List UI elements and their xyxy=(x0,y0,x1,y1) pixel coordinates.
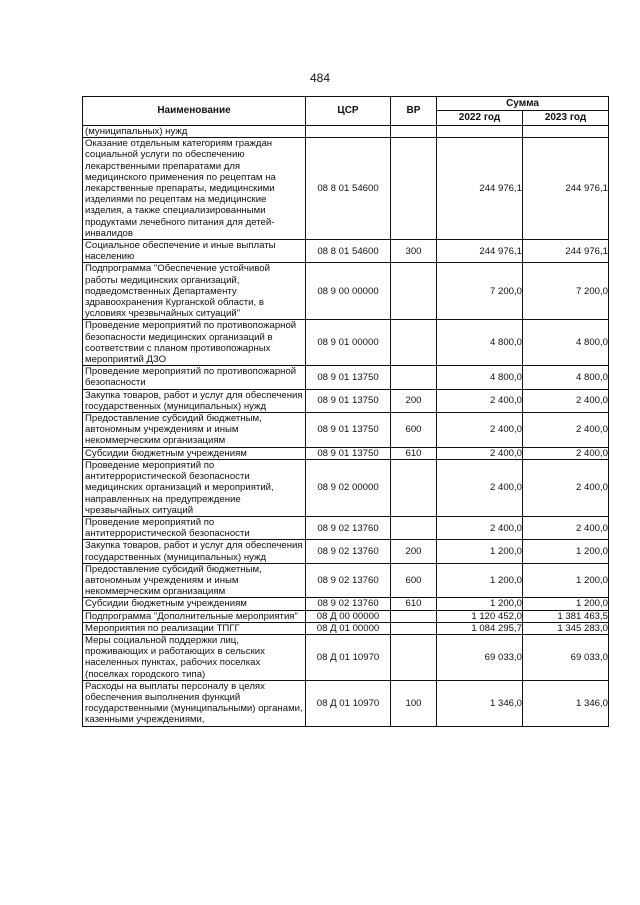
header-sum: Сумма xyxy=(437,97,609,111)
row-csr: 08 9 02 13760 xyxy=(306,598,391,610)
row-vr: 200 xyxy=(391,389,437,412)
row-name: Оказание отдельным категориям граждан социальной услуги по обеспечению лекарственными препаратами для медицинского применения по рецептам на лекарственные препараты, медицинскими изделиями по рецептам на медицинские изделия, а также специализированными продуктами лечебного питания для детей-инвалидов xyxy=(83,138,306,240)
table-row xyxy=(83,240,609,263)
row-name: Предоставление субсидий бюджетным, автономным учреждениям и иным некоммерческим организациям xyxy=(83,563,306,598)
table-row xyxy=(83,459,609,516)
budget-table xyxy=(82,96,609,727)
row-csr: 08 9 02 13760 xyxy=(306,540,391,563)
row-vr xyxy=(391,516,437,539)
table-row xyxy=(83,563,609,598)
row-vr: 100 xyxy=(391,680,437,726)
row-sum-2022: 1 120 452,0 xyxy=(437,610,523,622)
row-sum-2023: 1 200,0 xyxy=(523,598,609,610)
table-row xyxy=(83,540,609,563)
row-vr: 600 xyxy=(391,563,437,598)
row-vr xyxy=(391,126,437,138)
row-name: Проведение мероприятий по антитеррористической безопасности медицинских организаций и мероприятий, направленных на предупреждение чрезвычайных ситуаций xyxy=(83,459,306,516)
row-sum-2023: 244 976,1 xyxy=(523,240,609,263)
row-sum-2022: 4 800,0 xyxy=(437,366,523,389)
row-vr xyxy=(391,634,437,680)
table-row xyxy=(83,263,609,320)
row-vr xyxy=(391,263,437,320)
row-csr: 08 9 02 13760 xyxy=(306,563,391,598)
row-name: Социальное обеспечение и иные выплаты населению xyxy=(83,240,306,263)
row-sum-2023: 2 400,0 xyxy=(523,389,609,412)
row-name: Подпрограмма "Дополнительные мероприятия" xyxy=(83,610,306,622)
row-sum-2023: 7 200,0 xyxy=(523,263,609,320)
table-row xyxy=(83,610,609,622)
row-sum-2022: 2 400,0 xyxy=(437,459,523,516)
row-name: Закупка товаров, работ и услуг для обеспечения государственных (муниципальных) нужд xyxy=(83,389,306,412)
row-name: Субсидии бюджетным учреждениям xyxy=(83,598,306,610)
row-sum-2022: 1 200,0 xyxy=(437,563,523,598)
row-name: Подпрограмма "Обеспечение устойчивой работы медицинских организаций, подведомственных Департаменту здравоохранения Курганской области, в условиях чрезвычайных ситуаций" xyxy=(83,263,306,320)
row-csr: 08 8 01 54600 xyxy=(306,138,391,240)
row-sum-2023: 2 400,0 xyxy=(523,516,609,539)
row-name: Меры социальной поддержки лиц, проживающих и работающих в сельских населенных пунктах, рабочих поселках (поселках городского типа) xyxy=(83,634,306,680)
row-csr: 08 Д 00 00000 xyxy=(306,610,391,622)
row-vr: 600 xyxy=(391,413,437,448)
row-vr xyxy=(391,459,437,516)
row-sum-2022: 4 800,0 xyxy=(437,320,523,366)
row-name: Проведение мероприятий по противопожарной безопасности xyxy=(83,366,306,389)
row-sum-2023: 2 400,0 xyxy=(523,459,609,516)
row-sum-2023: 1 381 463,5 xyxy=(523,610,609,622)
row-csr xyxy=(306,126,391,138)
row-sum-2022: 1 200,0 xyxy=(437,598,523,610)
row-sum-2022: 1 084 295,7 xyxy=(437,622,523,634)
row-sum-2023: 4 800,0 xyxy=(523,366,609,389)
row-vr: 300 xyxy=(391,240,437,263)
row-sum-2022: 69 033,0 xyxy=(437,634,523,680)
row-csr: 08 9 01 13750 xyxy=(306,366,391,389)
row-vr: 610 xyxy=(391,598,437,610)
row-csr: 08 9 01 13750 xyxy=(306,413,391,448)
row-sum-2022: 2 400,0 xyxy=(437,516,523,539)
row-csr: 08 Д 01 10970 xyxy=(306,634,391,680)
row-name: Мероприятия по реализации ТПГГ xyxy=(83,622,306,634)
row-sum-2022: 1 346,0 xyxy=(437,680,523,726)
row-csr: 08 Д 01 10970 xyxy=(306,680,391,726)
row-vr: 610 xyxy=(391,447,437,459)
row-name: Проведение мероприятий по антитеррористической безопасности xyxy=(83,516,306,539)
row-name: Закупка товаров, работ и услуг для обеспечения государственных (муниципальных) нужд xyxy=(83,540,306,563)
row-csr: 08 9 01 13750 xyxy=(306,389,391,412)
table-row xyxy=(83,634,609,680)
row-vr xyxy=(391,320,437,366)
row-name: Субсидии бюджетным учреждениям xyxy=(83,447,306,459)
header-name: Наименование xyxy=(83,97,306,126)
table-row xyxy=(83,516,609,539)
table-row xyxy=(83,366,609,389)
table-row xyxy=(83,138,609,240)
table-row xyxy=(83,320,609,366)
table-row xyxy=(83,598,609,610)
row-sum-2022: 1 200,0 xyxy=(437,540,523,563)
row-sum-2023: 4 800,0 xyxy=(523,320,609,366)
row-sum-2023: 69 033,0 xyxy=(523,634,609,680)
table-row xyxy=(83,447,609,459)
row-vr xyxy=(391,610,437,622)
row-vr xyxy=(391,138,437,240)
row-sum-2022: 244 976,1 xyxy=(437,138,523,240)
row-sum-2022: 2 400,0 xyxy=(437,389,523,412)
row-csr: 08 9 02 00000 xyxy=(306,459,391,516)
row-sum-2023: 1 200,0 xyxy=(523,540,609,563)
table-row xyxy=(83,126,609,138)
header-year-2022: 2022 год xyxy=(437,111,523,126)
header-year-2023: 2023 год xyxy=(523,111,609,126)
header-vr: ВР xyxy=(391,97,437,126)
table-row xyxy=(83,389,609,412)
row-csr: 08 9 02 13760 xyxy=(306,516,391,539)
row-vr xyxy=(391,366,437,389)
row-sum-2022: 2 400,0 xyxy=(437,447,523,459)
table-row xyxy=(83,413,609,448)
table-row xyxy=(83,622,609,634)
table-row xyxy=(83,680,609,726)
row-vr xyxy=(391,622,437,634)
row-sum-2023: 1 346,0 xyxy=(523,680,609,726)
row-sum-2023: 1 345 283,0 xyxy=(523,622,609,634)
page-number: 484 xyxy=(309,71,331,85)
row-csr: 08 8 01 54600 xyxy=(306,240,391,263)
row-sum-2023: 2 400,0 xyxy=(523,447,609,459)
row-csr: 08 9 01 13750 xyxy=(306,447,391,459)
row-csr: 08 Д 01 00000 xyxy=(306,622,391,634)
row-sum-2022: 244 976,1 xyxy=(437,240,523,263)
row-name: Предоставление субсидий бюджетным, автономным учреждениям и иным некоммерческим организациям xyxy=(83,413,306,448)
row-sum-2022: 7 200,0 xyxy=(437,263,523,320)
row-sum-2022: 2 400,0 xyxy=(437,413,523,448)
row-sum-2023 xyxy=(523,126,609,138)
table-body xyxy=(83,126,609,727)
row-sum-2022 xyxy=(437,126,523,138)
row-name: Расходы на выплаты персоналу в целях обеспечения выполнения функций государственными (муниципальными) органами, казенными учреждениями, xyxy=(83,680,306,726)
row-name: (муниципальных) нужд xyxy=(83,126,306,138)
row-csr: 08 9 00 00000 xyxy=(306,263,391,320)
row-vr: 200 xyxy=(391,540,437,563)
row-name: Проведение мероприятий по противопожарной безопасности медицинских организаций в соответствии с планом противопожарных мероприятий ДЗО xyxy=(83,320,306,366)
row-csr: 08 9 01 00000 xyxy=(306,320,391,366)
header-csr: ЦСР xyxy=(306,97,391,126)
row-sum-2023: 1 200,0 xyxy=(523,563,609,598)
row-sum-2023: 244 976,1 xyxy=(523,138,609,240)
row-sum-2023: 2 400,0 xyxy=(523,413,609,448)
